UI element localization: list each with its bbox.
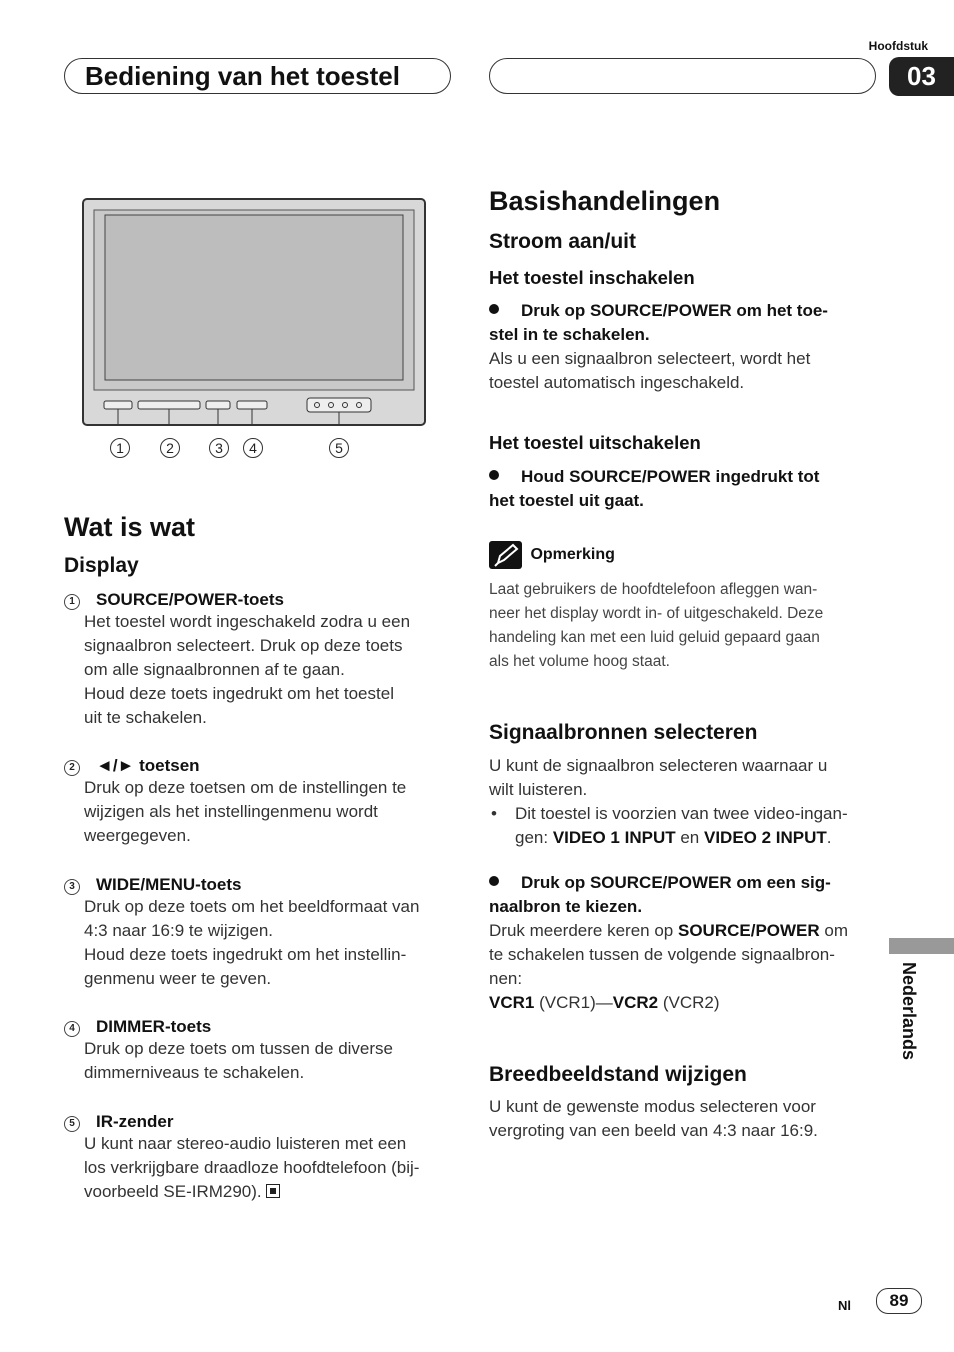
callout-3: 3: [209, 438, 229, 458]
subsection-title-wide: Breedbeeldstand wijzigen: [489, 1063, 747, 1086]
subsection-title-sources: Signaalbronnen selecteren: [489, 721, 758, 744]
section-title-wat-is-wat: Wat is wat: [64, 512, 196, 542]
heading-uitschakelen: Het toestel uitschakelen: [489, 432, 701, 453]
step-select-source: Druk op SOURCE/POWER om een sig- naalbron te kiezen. Druk meerdere keren op SOURCE/POWER om te schakelen tussen de volgende signaalbron- nen: VCR1 (VCR1)—VCR2 (VCR2): [489, 873, 849, 1012]
step-power-off: Houd SOURCE/POWER ingedrukt tot het toestel uit gaat.: [489, 467, 820, 510]
step-power-on: Druk op SOURCE/POWER om het toe- stel in te schakelen. Als u een signaalbron selecteert, wordt het toestel automatisch ingeschakeld.: [489, 301, 828, 392]
language-tab: [889, 938, 954, 954]
note-header: Opmerking: [489, 541, 615, 569]
header-blank-box: [489, 58, 876, 94]
item-heading: 3 WIDE/MENU-toets: [64, 875, 456, 895]
footer-lang-code: Nl: [838, 1298, 851, 1313]
chapter-label: Hoofdstuk: [868, 39, 928, 53]
pencil-note-icon: [489, 541, 522, 569]
callout-4: 4: [243, 438, 263, 458]
chapter-number: 03: [889, 57, 954, 96]
bullet-icon: [489, 304, 499, 314]
callout-5: 5: [329, 438, 349, 458]
item-heading: 4 DIMMER-toets: [64, 1017, 456, 1037]
list-item: 5 IR-zender U kunt naar stereo-audio luisteren met een los verkrijgbare draadloze hoofdtelefoon (bij- voorbeeld SE-IRM290).: [64, 1112, 456, 1204]
item-heading: 2 ◄/► toetsen: [64, 756, 456, 776]
wide-text: U kunt de gewenste modus selecteren voor vergroting van een beeld van 4:3 naar 16:9.: [489, 1097, 818, 1140]
item-heading: 5 IR-zender: [64, 1112, 456, 1132]
list-item: 2 ◄/► toetsen Druk op deze toetsen om de instellingen te wijzigen als het instellingenmenu wordt weergegeven.: [64, 756, 456, 848]
bullet-icon: [489, 470, 499, 480]
device-illustration: [82, 198, 426, 426]
note-text: Laat gebruikers de hoofdtelefoon afleggen wan- neer het display wordt in- of uitgeschakeld. Deze handeling kan met een luid geluid gepaard gaan als het volume hoog staat.: [489, 581, 824, 670]
heading-inschakelen: Het toestel inschakelen: [489, 267, 695, 288]
subsection-title-stroom: Stroom aan/uit: [489, 230, 637, 253]
page-number: 89: [876, 1288, 922, 1314]
callout-1: 1: [110, 438, 130, 458]
subsection-title-display: Display: [64, 554, 139, 577]
language-label: Nederlands: [899, 962, 919, 1061]
list-item: 4 DIMMER-toets Druk op deze toets om tussen de diverse dimmerniveaus te schakelen.: [64, 1017, 456, 1085]
section-title-basishandelingen: Basishandelingen: [489, 186, 721, 216]
bullet-icon: [489, 876, 499, 886]
end-mark-icon: [266, 1184, 280, 1198]
list-item: 1 SOURCE/POWER-toets Het toestel wordt ingeschakeld zodra u een signaalbron selecteert. Druk op deze toets om alle signaalbronnen af te gaan. Houd deze toets ingedrukt om het toestel uit te schakelen.: [64, 590, 456, 730]
sources-intro: U kunt de signaalbron selecteren waarnaar u wilt luisteren. • Dit toestel is voorzien van twee video-ingan- gen: VIDEO 1 INPUT en VIDEO 2 INPUT.: [489, 756, 848, 847]
callout-2: 2: [160, 438, 180, 458]
item-heading: 1 SOURCE/POWER-toets: [64, 590, 456, 610]
page-header-title: Bediening van het toestel: [64, 58, 451, 94]
list-item: 3 WIDE/MENU-toets Druk op deze toets om het beeldformaat van 4:3 naar 16:9 te wijzigen. Houd deze toets ingedrukt om het instellin- genmenu weer te geven.: [64, 875, 456, 991]
